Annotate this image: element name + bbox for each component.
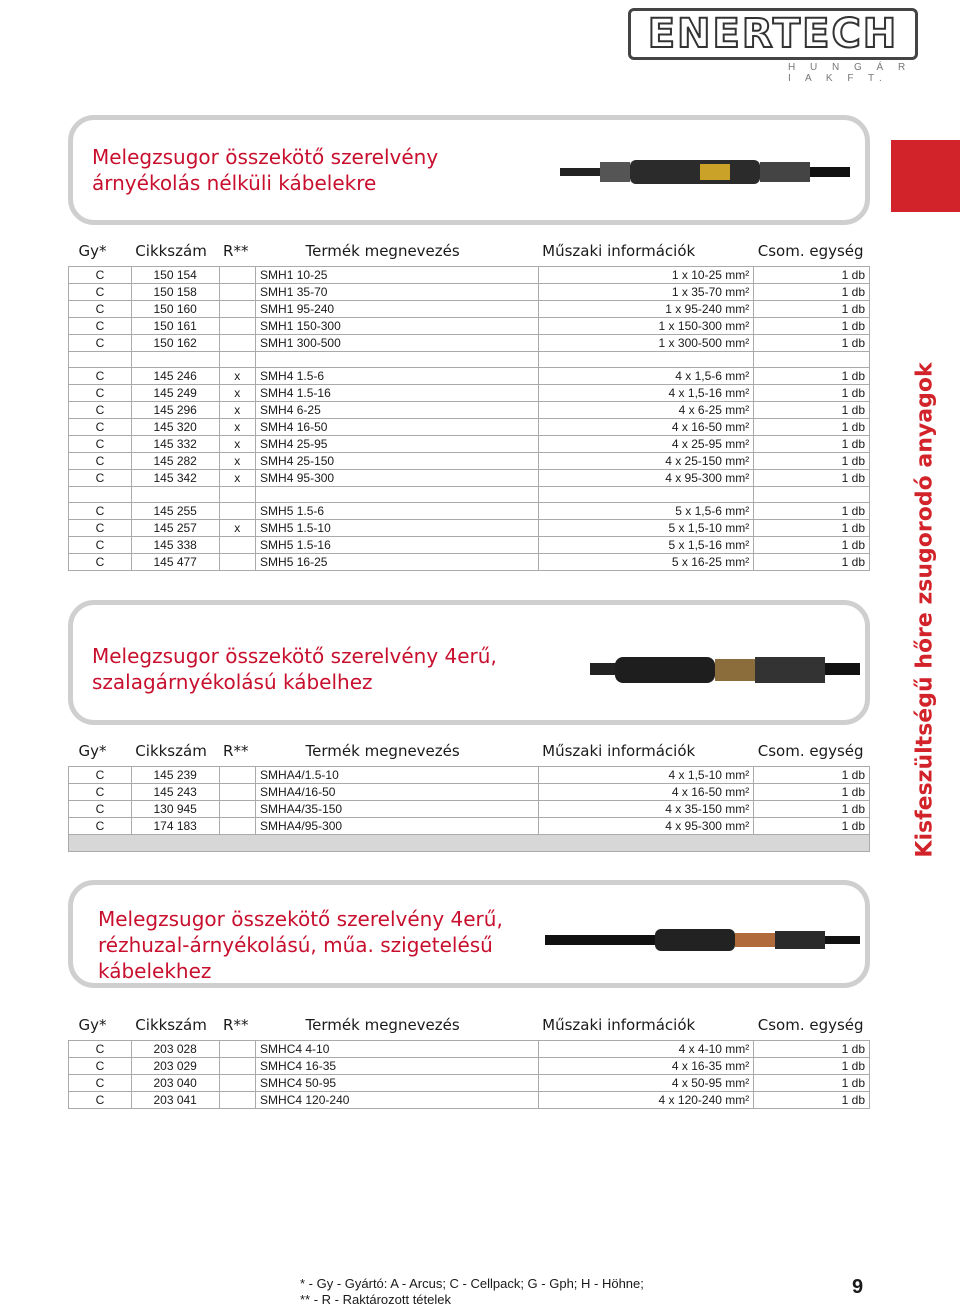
r-cell bbox=[219, 318, 256, 335]
tech-cell: 4 x 120-240 mm² bbox=[538, 1092, 754, 1109]
r-cell bbox=[219, 284, 256, 301]
tech-cell: 5 x 1,5-6 mm² bbox=[538, 503, 754, 520]
gy-cell: C bbox=[69, 1075, 132, 1092]
gy-cell: C bbox=[69, 335, 132, 352]
col-name-header: Termék megnevezés bbox=[305, 742, 460, 760]
unit-cell: 1 db bbox=[754, 368, 870, 385]
tech-cell: 4 x 4-10 mm² bbox=[538, 1041, 754, 1058]
unit-cell: 1 db bbox=[754, 1041, 870, 1058]
gy-cell: C bbox=[69, 520, 132, 537]
name-cell: SMHC4 4-10 bbox=[256, 1041, 539, 1058]
tech-cell: 4 x 16-50 mm² bbox=[538, 784, 754, 801]
cable-joint-image-1 bbox=[560, 140, 850, 200]
unit-cell: 1 db bbox=[754, 318, 870, 335]
tech-cell: 1 x 150-300 mm² bbox=[538, 318, 754, 335]
table-row bbox=[69, 784, 870, 801]
name-cell: SMH1 10-25 bbox=[256, 267, 539, 284]
tech-cell bbox=[538, 487, 754, 503]
tech-cell: 4 x 16-50 mm² bbox=[538, 419, 754, 436]
gy-cell: C bbox=[69, 554, 132, 571]
col-gy-header: Gy* bbox=[78, 1016, 107, 1034]
tech-cell: 4 x 95-300 mm² bbox=[538, 470, 754, 487]
table-row bbox=[69, 487, 870, 503]
table-row bbox=[69, 1058, 870, 1075]
name-cell: SMH4 1.5-16 bbox=[256, 385, 539, 402]
unit-cell: 1 db bbox=[754, 284, 870, 301]
section3-table bbox=[68, 1010, 870, 1109]
col-gy-header: Gy* bbox=[78, 742, 107, 760]
logo-wordmark: ENERTECH bbox=[628, 8, 918, 60]
tech-cell: 4 x 50-95 mm² bbox=[538, 1075, 754, 1092]
gy-cell: C bbox=[69, 537, 132, 554]
name-cell bbox=[256, 487, 539, 503]
col-tech-header: Műszaki információk bbox=[542, 242, 696, 260]
unit-cell: 1 db bbox=[754, 520, 870, 537]
name-cell: SMHA4/95-300 bbox=[256, 818, 539, 835]
name-cell: SMHA4/16-50 bbox=[256, 784, 539, 801]
gy-cell: C bbox=[69, 402, 132, 419]
r-cell bbox=[219, 784, 256, 801]
col-tech-header: Műszaki információk bbox=[542, 742, 696, 760]
name-cell: SMH5 1.5-10 bbox=[256, 520, 539, 537]
name-cell: SMHC4 50-95 bbox=[256, 1075, 539, 1092]
tech-cell: 1 x 10-25 mm² bbox=[538, 267, 754, 284]
col-name-header: Termék megnevezés bbox=[305, 1016, 460, 1034]
gy-cell: C bbox=[69, 767, 132, 784]
unit-cell bbox=[754, 487, 870, 503]
r-cell bbox=[219, 301, 256, 318]
r-cell bbox=[219, 1075, 256, 1092]
code-cell: 150 160 bbox=[131, 301, 219, 318]
col-tech-header: Műszaki információk bbox=[542, 1016, 696, 1034]
logo-subtitle: H U N G Á R I A K F T. bbox=[788, 62, 912, 84]
unit-cell: 1 db bbox=[754, 470, 870, 487]
gy-cell: C bbox=[69, 503, 132, 520]
gy-cell: C bbox=[69, 1041, 132, 1058]
r-cell bbox=[219, 554, 256, 571]
gy-cell: C bbox=[69, 301, 132, 318]
gy-cell: C bbox=[69, 784, 132, 801]
unit-cell: 1 db bbox=[754, 335, 870, 352]
section1-title: Melegzsugor összekötő szerelvény árnyékolás nélküli kábelekre bbox=[92, 145, 439, 195]
gy-cell: C bbox=[69, 267, 132, 284]
r-cell bbox=[219, 487, 256, 503]
name-cell: SMH1 150-300 bbox=[256, 318, 539, 335]
code-cell: 145 282 bbox=[131, 453, 219, 470]
cable-joint-image-3 bbox=[545, 915, 860, 965]
r-cell bbox=[219, 503, 256, 520]
tech-cell: 5 x 1,5-10 mm² bbox=[538, 520, 754, 537]
table-row bbox=[69, 767, 870, 784]
code-cell: 145 243 bbox=[131, 784, 219, 801]
unit-cell bbox=[754, 352, 870, 368]
tech-cell: 1 x 95-240 mm² bbox=[538, 301, 754, 318]
col-gy-header: Gy* bbox=[78, 242, 107, 260]
cable-joint-image-2 bbox=[590, 645, 860, 695]
tech-cell: 5 x 16-25 mm² bbox=[538, 554, 754, 571]
r-cell: x bbox=[219, 368, 256, 385]
name-cell: SMHC4 120-240 bbox=[256, 1092, 539, 1109]
code-cell: 145 320 bbox=[131, 419, 219, 436]
gy-cell: C bbox=[69, 318, 132, 335]
table-row bbox=[69, 368, 870, 385]
table-row bbox=[69, 385, 870, 402]
table-footer-row bbox=[69, 835, 870, 852]
r-cell: x bbox=[219, 436, 256, 453]
code-cell: 145 477 bbox=[131, 554, 219, 571]
gy-cell: C bbox=[69, 385, 132, 402]
gy-cell: C bbox=[69, 368, 132, 385]
section2-table bbox=[68, 736, 870, 852]
enertech-logo bbox=[628, 6, 918, 84]
code-cell: 174 183 bbox=[131, 818, 219, 835]
col-unit-header: Csom. egység bbox=[757, 1016, 864, 1034]
tech-cell: 4 x 1,5-10 mm² bbox=[538, 767, 754, 784]
name-cell: SMH4 1.5-6 bbox=[256, 368, 539, 385]
col-code-header: Cikkszám bbox=[135, 1016, 207, 1034]
name-cell: SMH4 25-150 bbox=[256, 453, 539, 470]
col-name-header: Termék megnevezés bbox=[305, 242, 460, 260]
col-code-header: Cikkszám bbox=[135, 742, 207, 760]
category-sidebar bbox=[891, 140, 960, 858]
code-cell: 203 029 bbox=[131, 1058, 219, 1075]
code-cell: 145 342 bbox=[131, 470, 219, 487]
gy-cell bbox=[69, 352, 132, 368]
gy-cell: C bbox=[69, 818, 132, 835]
code-cell: 145 255 bbox=[131, 503, 219, 520]
r-cell bbox=[219, 767, 256, 784]
r-cell bbox=[219, 267, 256, 284]
name-cell: SMHA4/35-150 bbox=[256, 801, 539, 818]
page-number: 9 bbox=[852, 1276, 864, 1298]
gy-cell: C bbox=[69, 453, 132, 470]
code-cell: 203 040 bbox=[131, 1075, 219, 1092]
tech-cell: 4 x 25-95 mm² bbox=[538, 436, 754, 453]
unit-cell: 1 db bbox=[754, 419, 870, 436]
unit-cell: 1 db bbox=[754, 402, 870, 419]
name-cell: SMHC4 16-35 bbox=[256, 1058, 539, 1075]
code-cell: 130 945 bbox=[131, 801, 219, 818]
code-cell: 150 161 bbox=[131, 318, 219, 335]
name-cell: SMH4 95-300 bbox=[256, 470, 539, 487]
sidebar-label: Kisfeszültségű hőre zsugorodó anyagok bbox=[912, 362, 938, 858]
table-row bbox=[69, 352, 870, 368]
r-cell bbox=[219, 1041, 256, 1058]
table-row bbox=[69, 453, 870, 470]
table-row bbox=[69, 402, 870, 419]
tech-cell: 1 x 35-70 mm² bbox=[538, 284, 754, 301]
name-cell: SMH1 95-240 bbox=[256, 301, 539, 318]
unit-cell: 1 db bbox=[754, 784, 870, 801]
code-cell: 150 158 bbox=[131, 284, 219, 301]
col-unit-header: Csom. egység bbox=[757, 742, 864, 760]
r-cell bbox=[219, 537, 256, 554]
table-row bbox=[69, 554, 870, 571]
code-cell: 145 257 bbox=[131, 520, 219, 537]
table-header-row bbox=[69, 736, 870, 767]
col-r-header: R** bbox=[223, 742, 249, 760]
name-cell: SMH1 35-70 bbox=[256, 284, 539, 301]
name-cell: SMH4 16-50 bbox=[256, 419, 539, 436]
section1-table bbox=[68, 236, 870, 571]
table-footer-cell bbox=[69, 835, 870, 852]
table-row bbox=[69, 436, 870, 453]
section2-title: Melegzsugor összekötő szerelvény 4erű, szalagárnyékolású kábelhez bbox=[92, 644, 497, 694]
unit-cell: 1 db bbox=[754, 453, 870, 470]
unit-cell: 1 db bbox=[754, 818, 870, 835]
unit-cell: 1 db bbox=[754, 436, 870, 453]
code-cell bbox=[131, 352, 219, 368]
table-row bbox=[69, 1075, 870, 1092]
name-cell: SMH1 300-500 bbox=[256, 335, 539, 352]
unit-cell: 1 db bbox=[754, 301, 870, 318]
col-unit-header: Csom. egység bbox=[757, 242, 864, 260]
table-row bbox=[69, 503, 870, 520]
code-cell: 203 041 bbox=[131, 1092, 219, 1109]
tech-cell: 4 x 95-300 mm² bbox=[538, 818, 754, 835]
r-cell bbox=[219, 1058, 256, 1075]
unit-cell: 1 db bbox=[754, 267, 870, 284]
col-r-header: R** bbox=[223, 1016, 249, 1034]
r-cell bbox=[219, 801, 256, 818]
name-cell: SMH5 1.5-6 bbox=[256, 503, 539, 520]
table-row bbox=[69, 818, 870, 835]
tech-cell: 4 x 6-25 mm² bbox=[538, 402, 754, 419]
code-cell: 150 162 bbox=[131, 335, 219, 352]
unit-cell: 1 db bbox=[754, 385, 870, 402]
tech-cell: 5 x 1,5-16 mm² bbox=[538, 537, 754, 554]
code-cell bbox=[131, 487, 219, 503]
table-row bbox=[69, 537, 870, 554]
r-cell: x bbox=[219, 419, 256, 436]
tech-cell: 4 x 1,5-6 mm² bbox=[538, 368, 754, 385]
table-row bbox=[69, 1041, 870, 1058]
col-code-header: Cikkszám bbox=[135, 242, 207, 260]
name-cell bbox=[256, 352, 539, 368]
section3-title: Melegzsugor összekötő szerelvény 4erű, rézhuzal-árnyékolású, műa. szigetelésű kábelekhez bbox=[98, 907, 503, 983]
tech-cell: 4 x 16-35 mm² bbox=[538, 1058, 754, 1075]
table-row bbox=[69, 267, 870, 284]
unit-cell: 1 db bbox=[754, 1075, 870, 1092]
table-row bbox=[69, 801, 870, 818]
r-cell bbox=[219, 818, 256, 835]
table-row bbox=[69, 1092, 870, 1109]
code-cell: 150 154 bbox=[131, 267, 219, 284]
code-cell: 145 239 bbox=[131, 767, 219, 784]
tech-cell: 4 x 1,5-16 mm² bbox=[538, 385, 754, 402]
name-cell: SMH4 6-25 bbox=[256, 402, 539, 419]
r-cell: x bbox=[219, 385, 256, 402]
table-header-row bbox=[69, 1010, 870, 1041]
tech-cell: 4 x 25-150 mm² bbox=[538, 453, 754, 470]
table-row bbox=[69, 284, 870, 301]
table-row bbox=[69, 301, 870, 318]
unit-cell: 1 db bbox=[754, 801, 870, 818]
tech-cell bbox=[538, 352, 754, 368]
code-cell: 145 296 bbox=[131, 402, 219, 419]
code-cell: 145 249 bbox=[131, 385, 219, 402]
tech-cell: 4 x 35-150 mm² bbox=[538, 801, 754, 818]
unit-cell: 1 db bbox=[754, 767, 870, 784]
tech-cell: 1 x 300-500 mm² bbox=[538, 335, 754, 352]
gy-cell: C bbox=[69, 284, 132, 301]
code-cell: 145 332 bbox=[131, 436, 219, 453]
table-header-row bbox=[69, 236, 870, 267]
name-cell: SMH5 1.5-16 bbox=[256, 537, 539, 554]
footnote-manufacturer: * - Gy - Gyártó: A - Arcus; C - Cellpack; G - Gph; H - Höhne; bbox=[300, 1276, 644, 1291]
unit-cell: 1 db bbox=[754, 1092, 870, 1109]
footnote-stock: ** - R - Raktározott tételek bbox=[300, 1292, 451, 1307]
r-cell bbox=[219, 1092, 256, 1109]
col-r-header: R** bbox=[223, 242, 249, 260]
gy-cell: C bbox=[69, 801, 132, 818]
r-cell: x bbox=[219, 520, 256, 537]
code-cell: 203 028 bbox=[131, 1041, 219, 1058]
r-cell: x bbox=[219, 453, 256, 470]
unit-cell: 1 db bbox=[754, 1058, 870, 1075]
unit-cell: 1 db bbox=[754, 503, 870, 520]
code-cell: 145 246 bbox=[131, 368, 219, 385]
gy-cell: C bbox=[69, 1058, 132, 1075]
gy-cell: C bbox=[69, 470, 132, 487]
name-cell: SMH4 25-95 bbox=[256, 436, 539, 453]
code-cell: 145 338 bbox=[131, 537, 219, 554]
gy-cell: C bbox=[69, 419, 132, 436]
table-row bbox=[69, 419, 870, 436]
r-cell bbox=[219, 352, 256, 368]
name-cell: SMHA4/1.5-10 bbox=[256, 767, 539, 784]
table-row bbox=[69, 520, 870, 537]
r-cell: x bbox=[219, 470, 256, 487]
r-cell: x bbox=[219, 402, 256, 419]
table-row bbox=[69, 470, 870, 487]
r-cell bbox=[219, 335, 256, 352]
gy-cell: C bbox=[69, 1092, 132, 1109]
gy-cell bbox=[69, 487, 132, 503]
gy-cell: C bbox=[69, 436, 132, 453]
sidebar-red-block bbox=[891, 140, 960, 212]
table-row bbox=[69, 335, 870, 352]
unit-cell: 1 db bbox=[754, 537, 870, 554]
name-cell: SMH5 16-25 bbox=[256, 554, 539, 571]
footnotes bbox=[300, 1276, 644, 1308]
unit-cell: 1 db bbox=[754, 554, 870, 571]
table-row bbox=[69, 318, 870, 335]
